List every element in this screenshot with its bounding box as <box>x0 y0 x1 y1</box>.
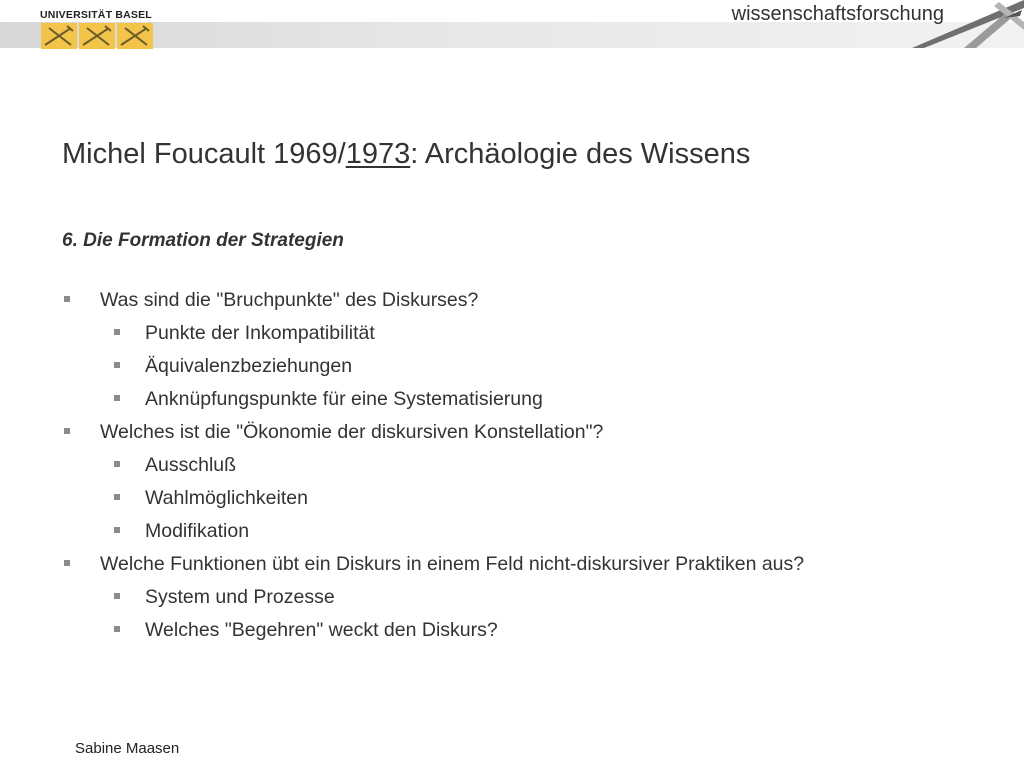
bullet-text: Ausschluß <box>145 454 237 476</box>
title-prefix: Michel Foucault 1969/ <box>62 138 346 170</box>
bullet-text: Äquivalenzbeziehungen <box>145 355 353 377</box>
logo-squares <box>41 23 153 49</box>
section-title: wissenschaftsforschung <box>731 3 944 25</box>
basel-staff-icon <box>41 23 77 49</box>
bullet-text: Welches ist die "Ökonomie der diskursiven Konstellation"? <box>100 421 604 443</box>
square-bullet-icon <box>114 593 120 599</box>
square-bullet-icon <box>114 461 120 467</box>
square-bullet-icon <box>114 494 120 500</box>
bullet-text: Punkte der Inkompatibilität <box>145 322 375 344</box>
bullet-text: Welches "Begehren" weckt den Diskurs? <box>145 619 498 641</box>
sub-bullet-item <box>62 584 804 617</box>
compass-graphic-icon <box>904 0 1024 50</box>
sub-bullet-item <box>62 353 804 386</box>
footer-author: Sabine Maasen <box>75 740 180 757</box>
bullet-text: Anknüpfungspunkte für eine Systematisierung <box>145 388 543 410</box>
bullet-item <box>62 551 804 584</box>
sub-bullet-item <box>62 485 804 518</box>
bullet-text: Was sind die "Bruchpunkte" des Diskurses? <box>100 289 479 311</box>
square-bullet-icon <box>114 395 120 401</box>
sub-bullet-item <box>62 452 804 485</box>
slide-title <box>62 138 750 171</box>
basel-staff-icon <box>79 23 115 49</box>
sub-bullet-item <box>62 320 804 353</box>
bullet-text: System und Prozesse <box>145 586 335 608</box>
title-year-link[interactable]: 1973 <box>345 138 411 170</box>
square-bullet-icon <box>64 560 70 566</box>
sub-bullet-item <box>62 386 804 419</box>
sub-bullet-item <box>62 617 804 650</box>
square-bullet-icon <box>114 329 120 335</box>
bullet-list <box>62 287 804 650</box>
title-suffix: : Archäologie des Wissens <box>410 138 751 170</box>
bullet-text: Welche Funktionen übt ein Diskurs in einem Feld nicht-diskursiver Praktiken aus? <box>100 553 805 575</box>
square-bullet-icon <box>114 626 120 632</box>
bullet-item <box>62 287 804 320</box>
bullet-item <box>62 419 804 452</box>
square-bullet-icon <box>64 428 70 434</box>
basel-staff-icon <box>117 23 153 49</box>
slide-subtitle: 6. Die Formation der Strategien <box>62 230 344 251</box>
square-bullet-icon <box>64 296 70 302</box>
bullet-text: Wahlmöglichkeiten <box>145 487 308 509</box>
bullet-text: Modifikation <box>145 520 250 542</box>
university-logo <box>40 9 160 49</box>
square-bullet-icon <box>114 527 120 533</box>
square-bullet-icon <box>114 362 120 368</box>
university-name: UNIVERSITÄT BASEL <box>40 9 152 21</box>
sub-bullet-item <box>62 518 804 551</box>
